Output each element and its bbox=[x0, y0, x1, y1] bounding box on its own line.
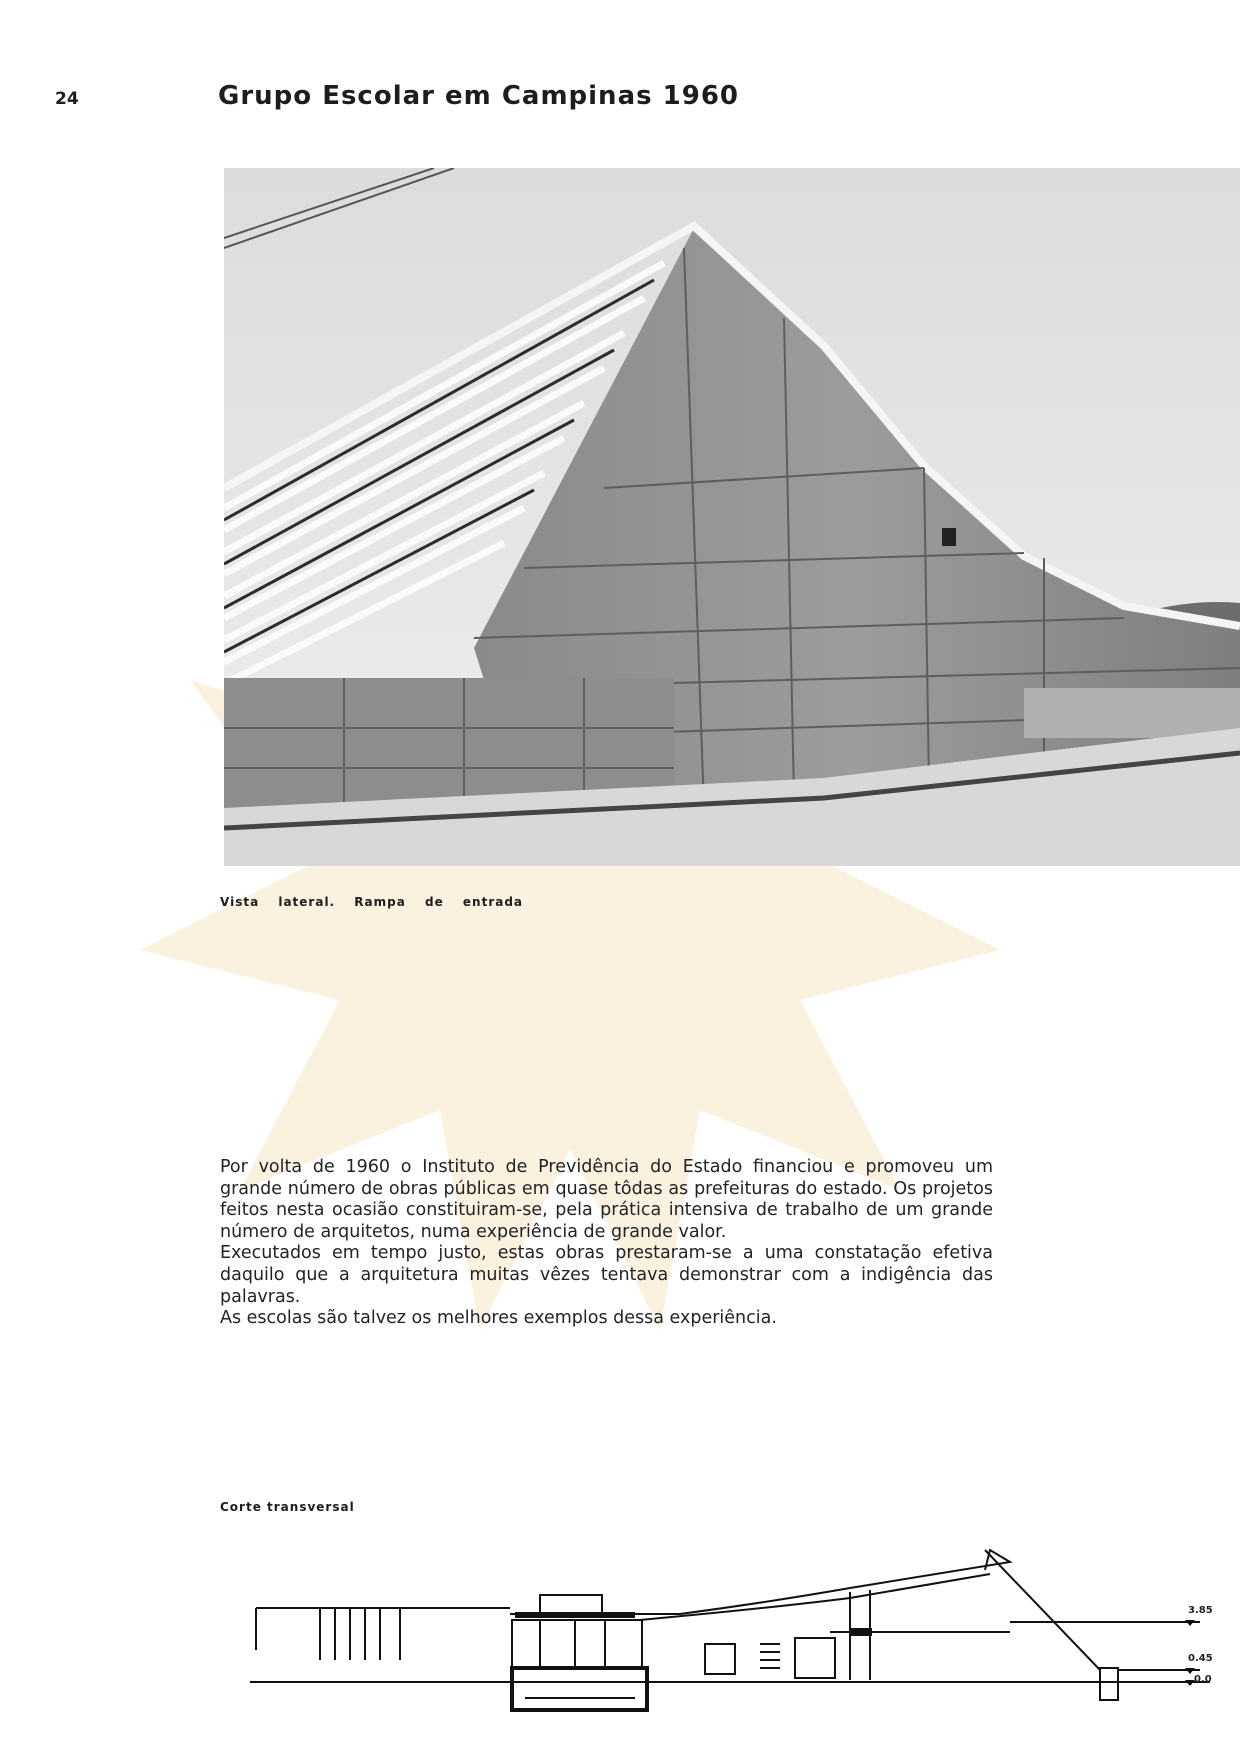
paragraph: Executados em tempo justo, estas obras prestaram-se a uma constatação efetiva daquilo que a arquitetura muitas vêzes tentava demonstrar com a indigência das palavras. bbox=[220, 1243, 993, 1307]
photo-caption: Vista lateral. Rampa de entrada bbox=[220, 895, 524, 909]
body-text bbox=[220, 1157, 993, 1330]
page-title: Grupo Escolar em Campinas 1960 bbox=[218, 81, 740, 111]
cross-section-drawing bbox=[250, 1520, 1220, 1720]
building-photo bbox=[224, 168, 1240, 866]
page-number: 24 bbox=[55, 89, 79, 109]
level-label-045: 0.45 bbox=[1188, 1653, 1213, 1664]
paragraph: As escolas são talvez os melhores exemplos dessa experiência. bbox=[220, 1308, 777, 1329]
level-label-385: 3.85 bbox=[1188, 1605, 1213, 1616]
paragraph: Por volta de 1960 o Instituto de Previdência do Estado financiou e promoveu um grande número de obras públicas em quase tôdas as prefeituras do estado. Os projetos feitos nesta ocasião constituiram-se, pela prática intensiva de trabalho de um grande número de arquitetos, numa experiência de grande valor. bbox=[220, 1157, 993, 1242]
section-caption: Corte transversal bbox=[220, 1500, 355, 1514]
level-label-00: 0.0 bbox=[1194, 1674, 1212, 1685]
